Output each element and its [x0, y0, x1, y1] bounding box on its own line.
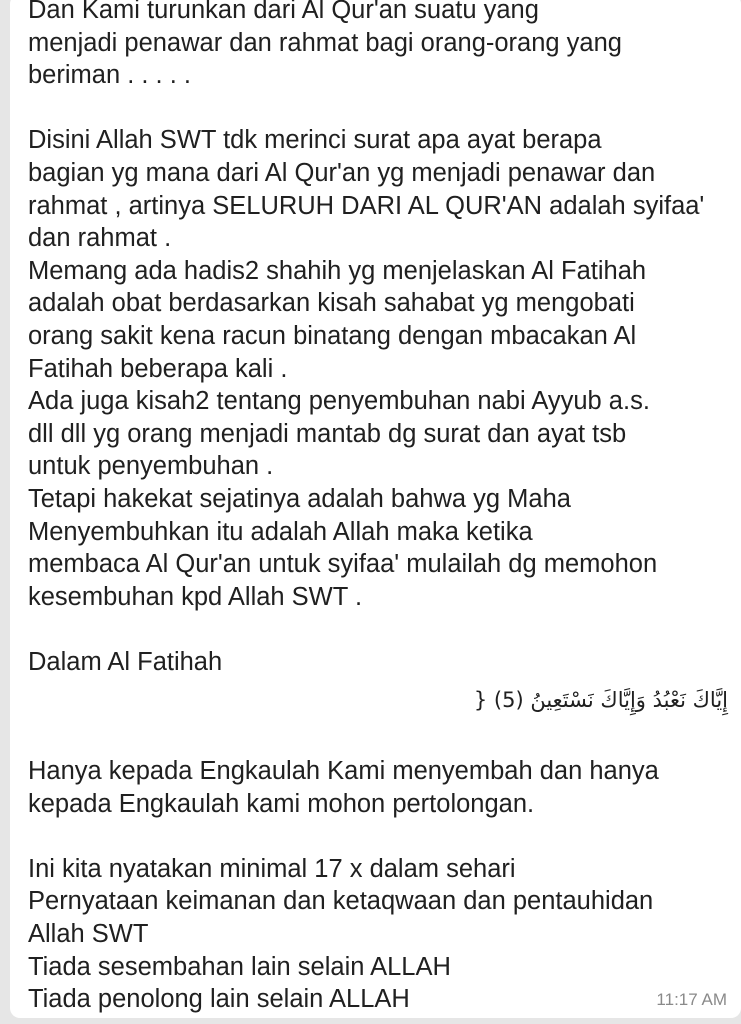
message-timestamp: 11:17 AM — [656, 990, 727, 1009]
message-line: kesembuhan kpd Allah SWT . — [28, 582, 363, 611]
message-line: Hanya kepada Engkaulah Kami menyembah dan hanya — [28, 757, 659, 786]
message-line: Allah SWT — [28, 920, 149, 949]
message-line: rahmat , artinya SELURUH DARI AL QUR'AN adalah syifaa' — [28, 191, 705, 220]
message-line: Pernyataan keimanan dan ketaqwaan dan pentauhidan — [28, 887, 654, 916]
message-text — [28, 0, 728, 1016]
message-line: kepada Engkaulah kami mohon pertolongan. — [28, 789, 535, 818]
message-line: dan rahmat . — [28, 224, 172, 253]
paragraph-gap — [28, 92, 728, 125]
paragraph-gap — [28, 613, 728, 646]
paragraph-gap — [28, 722, 728, 755]
message-line: untuk penyembuhan . — [28, 452, 274, 481]
message-line: Tiada penolong lain selain ALLAH — [28, 985, 410, 1014]
message-line: membaca Al Qur'an untuk syifaa' mulailah dg memohon — [28, 550, 658, 579]
message-line: Memang ada hadis2 shahih yg menjelaskan Al Fatihah — [28, 256, 647, 285]
arabic-verse: إِيَّاكَ نَعْبُدُ وَإِيَّاكَ نَسْتَعِينُ (5) { — [473, 688, 728, 713]
message-line: Menyembuhkan itu adalah Allah maka ketika — [28, 517, 533, 546]
message-line: adalah obat berdasarkan kisah sahabat yg mengobati — [28, 289, 635, 318]
message-line: Tiada sesembahan lain selain ALLAH — [28, 952, 451, 981]
message-line: dll dll yg orang menjadi mantab dg surat dan ayat tsb — [28, 419, 627, 448]
message-line: Dalam Al Fatihah — [28, 647, 223, 676]
paragraph-gap — [28, 820, 728, 853]
message-line: Tetapi hakekat sejatinya adalah bahwa yg Maha — [28, 484, 571, 513]
message-line: menjadi penawar dan rahmat bagi orang-orang yang — [28, 28, 622, 57]
message-line: Fatihah beberapa kali . — [28, 354, 288, 383]
message-line: Ini kita nyatakan minimal 17 x dalam sehari — [28, 854, 516, 883]
message-line: bagian yg mana dari Al Qur'an yg menjadi penawar dan — [28, 158, 656, 187]
message-line: beriman . . . . . — [28, 61, 191, 90]
message-line: orang sakit kena racun binatang dengan mbacakan Al — [28, 321, 637, 350]
message-line: Dan Kami turunkan dari Al Qur'an suatu yang — [28, 0, 539, 24]
message-line: Ada juga kisah2 tentang penyembuhan nabi Ayyub a.s. — [28, 387, 650, 416]
message-bubble[interactable] — [10, 0, 741, 1018]
message-line: Disini Allah SWT tdk merinci surat apa ayat berapa — [28, 126, 602, 155]
